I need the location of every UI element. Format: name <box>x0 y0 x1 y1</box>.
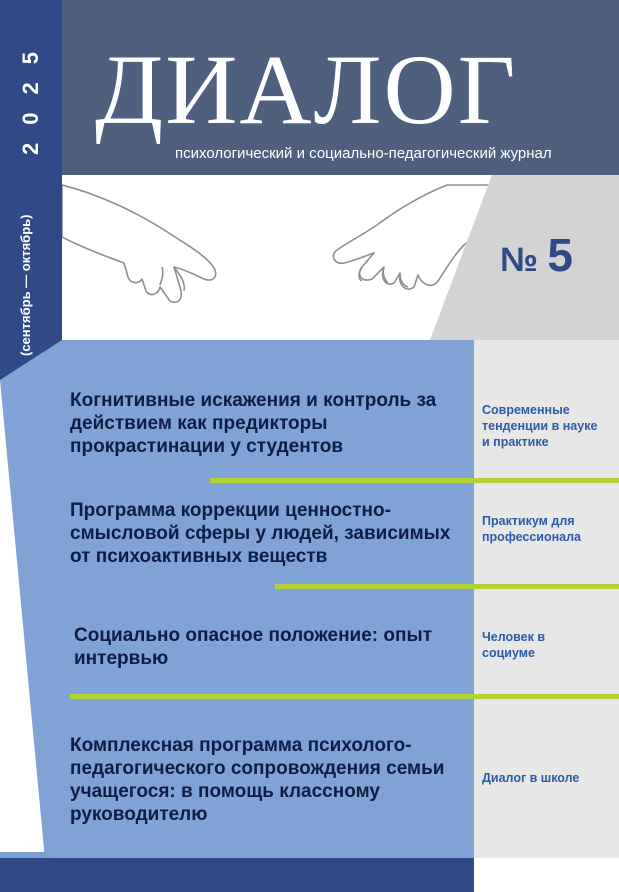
divider-1 <box>210 478 619 483</box>
issue-prefix: № <box>500 241 538 279</box>
issue-period: (сентябрь — октябрь) <box>18 214 33 356</box>
article-rubric-2: Практикум для профессионала <box>482 514 581 544</box>
journal-subtitle: психологический и социально-педагогический журнал <box>175 145 552 162</box>
bottom-right-area <box>474 858 619 892</box>
issue-number <box>500 228 573 282</box>
article-rubric-4: Диалог в школе <box>482 771 580 785</box>
article-title-1[interactable]: Когнитивные искажения и контроль за действием как предикторы прокрастинации у студентов <box>70 390 437 457</box>
article-title-3[interactable]: Социально опасное положение: опыт интервью <box>74 625 433 669</box>
bottom-bar <box>0 858 474 892</box>
divider-3 <box>70 694 619 699</box>
issue-year: 2025 <box>18 34 43 156</box>
article-title-4[interactable]: Комплексная программа психолого-педагогического сопровождения семьи учащегося: в помощь классному руководителю <box>70 735 445 825</box>
divider-2 <box>275 584 619 589</box>
article-title-2[interactable]: Программа коррекции ценностно-смысловой сферы у людей, зависимых от психоактивных веществ <box>70 500 451 567</box>
article-rubric-3: Человек в социуме <box>482 630 546 660</box>
journal-title: ДИАЛОГ <box>95 34 518 145</box>
article-rubric-1: Современные тенденции в науке и практике <box>482 403 598 449</box>
issue-number-value: 5 <box>547 229 573 281</box>
